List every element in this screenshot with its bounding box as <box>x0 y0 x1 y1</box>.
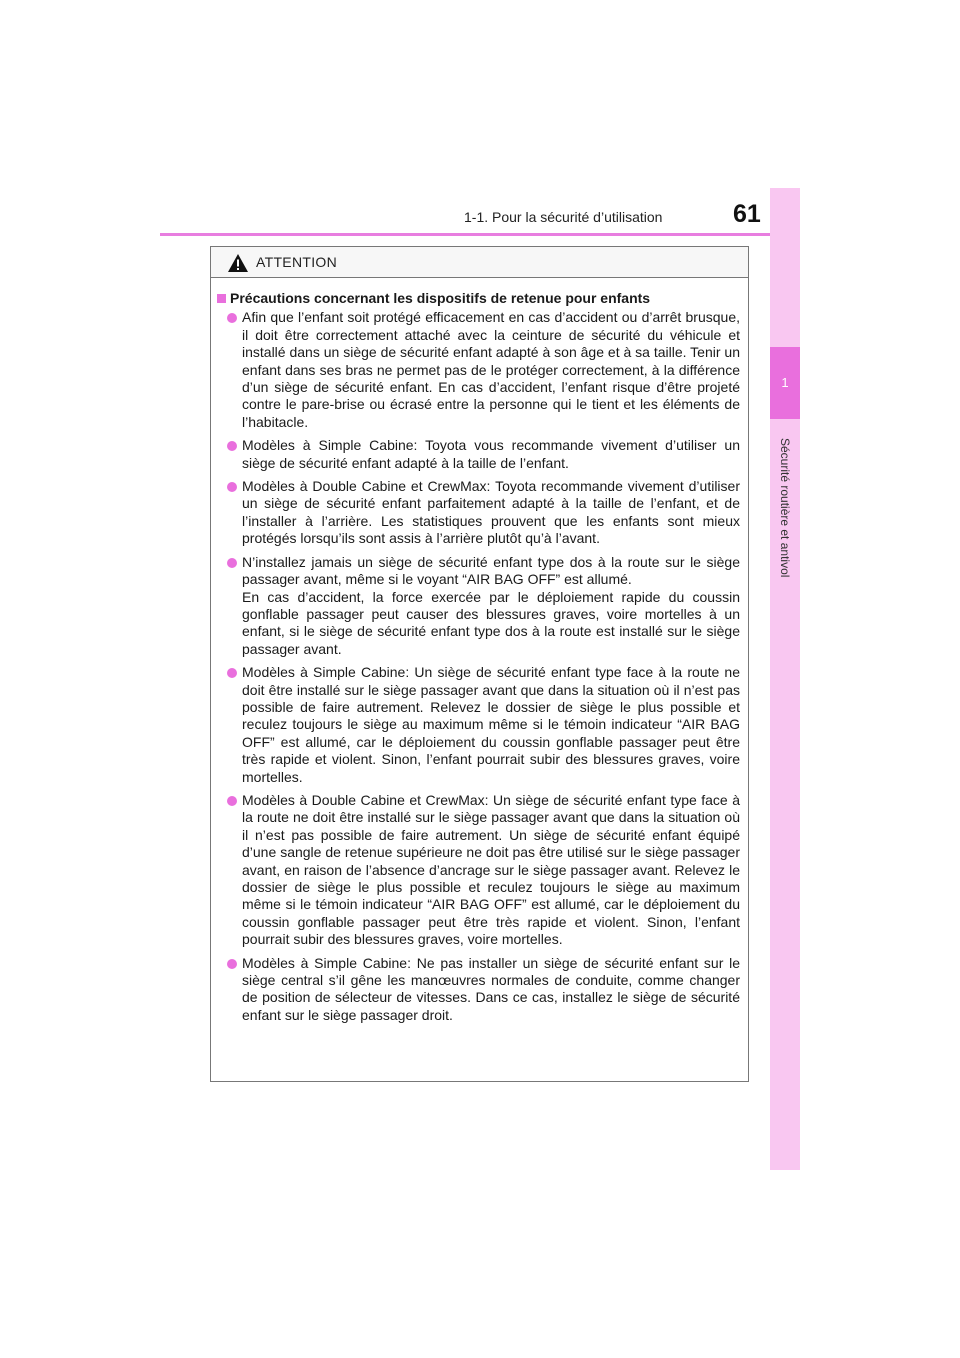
circle-bullet-icon <box>227 313 237 323</box>
list-item <box>217 437 740 472</box>
circle-bullet-icon <box>227 482 237 492</box>
list-item <box>217 478 740 548</box>
warning-icon <box>227 253 249 273</box>
side-tab <box>770 188 800 1170</box>
list-item <box>217 554 740 658</box>
list-item-text: Modèles à Simple Cabine: Un siège de sécurité enfant type face à la route ne doit être installé sur le siège passager avant que dans la situation où il n’est pas possible de faire autrement. Relevez le dossier de siège le plus possible et reculez toujours le siège au maximum même si le témoin indicateur “AIR BAG OFF” est allumé, car le déploiement du coussin gonflable passager peut être très rapide et violent. Sinon, l’enfant pourrait subir des blessures graves, voire mortelles. <box>242 664 740 785</box>
side-tab-number: 1 <box>781 375 789 390</box>
section-heading <box>217 290 740 307</box>
list-item-text: Modèles à Simple Cabine: Ne pas installer un siège de sécurité enfant sur le siège central s’il gêne les manœuvres normales de conduite, comme changer de position de sélecteur de vitesses. Dans ce cas, installez le siège de sécurité enfant sur le siège passager droit. <box>242 954 740 1023</box>
square-bullet-icon <box>217 294 226 303</box>
section-heading-text: Précautions concernant les dispositifs de retenue pour enfants <box>230 290 651 306</box>
list-item <box>217 664 740 786</box>
page-number: 61 <box>733 200 761 228</box>
list-item-text: Modèles à Double Cabine et CrewMax: Toyota recommande vivement d’utiliser un siège de sécurité enfant parfaitement adapté à la taille de l’enfant, et de l’installer à l’arrière. Les statistiques prouvent que les enfants sont mieux protégés lorsqu’ils sont assis à l’arrière plutôt qu’à l’avant. <box>242 478 740 547</box>
list-item <box>217 792 740 949</box>
circle-bullet-icon <box>227 668 237 678</box>
circle-bullet-icon <box>227 796 237 806</box>
side-tab-label: Sécurité routière et antivol <box>778 438 792 578</box>
list-item-text: Afin que l’enfant soit protégé efficacement en cas d’accident ou d’arrêt brusque, il doit être correctement attaché avec la ceinture de sécurité du véhicule et installé dans un siège de sécurité enfant adapté à son âge et à sa taille. Tenir un enfant dans ses bras ne permet pas de le protéger correctement, à la différence d’un siège de sécurité enfant. En cas d’accident, l’enfant risque d’être projeté contre le pare-brise ou écrasé entre la personne qui le tient et les éléments de l’habitacle. <box>242 309 740 430</box>
circle-bullet-icon <box>227 441 237 451</box>
list-item-text: Modèles à Simple Cabine: Toyota vous recommande vivement d’utiliser un siège de sécurité enfant adapté à la taille de l’enfant. <box>242 437 740 471</box>
caution-body <box>211 278 748 1024</box>
list-item-text: N’installez jamais un siège de sécurité enfant type dos à la route sur le siège passager avant, même si le voyant “AIR BAG OFF” est allumé. <box>242 553 740 588</box>
list-item <box>217 309 740 431</box>
circle-bullet-icon <box>227 959 237 969</box>
list-item-text: Modèles à Double Cabine et CrewMax: Un siège de sécurité enfant type face à la route ne doit être installé sur le siège passager avant que dans la situation où il n’est pas possible de faire autrement. Un siège de sécurité enfant équipé d’une sangle de retenue supérieure ne doit pas être utilisé sur le siège passager avant, en raison de l’absence d’ancrage sur le siège passager avant. Relevez le dossier de siège le plus possible et reculez toujours le siège au maximum même si le témoin indicateur “AIR BAG OFF” est allumé, car le déploiement du coussin gonflable passager peut être très rapide et violent. Sinon, l’enfant pourrait subir des blessures graves, voire mortelles. <box>242 791 740 948</box>
list-item <box>217 955 740 1025</box>
circle-bullet-icon <box>227 558 237 568</box>
list-item-text: En cas d’accident, la force exercée par le déploiement rapide du coussin gonflable passager peut causer des blessures graves, voire mortelles à un enfant, si le siège de sécurité enfant type dos à la route est installé sur le siège passager avant. <box>242 588 740 657</box>
header-rule <box>160 233 800 236</box>
bullet-list <box>217 309 740 1024</box>
caution-header <box>211 247 748 278</box>
caution-box <box>210 246 749 1082</box>
caution-title: ATTENTION <box>256 254 337 270</box>
section-title: 1-1. Pour la sécurité d’utilisation <box>464 209 663 225</box>
